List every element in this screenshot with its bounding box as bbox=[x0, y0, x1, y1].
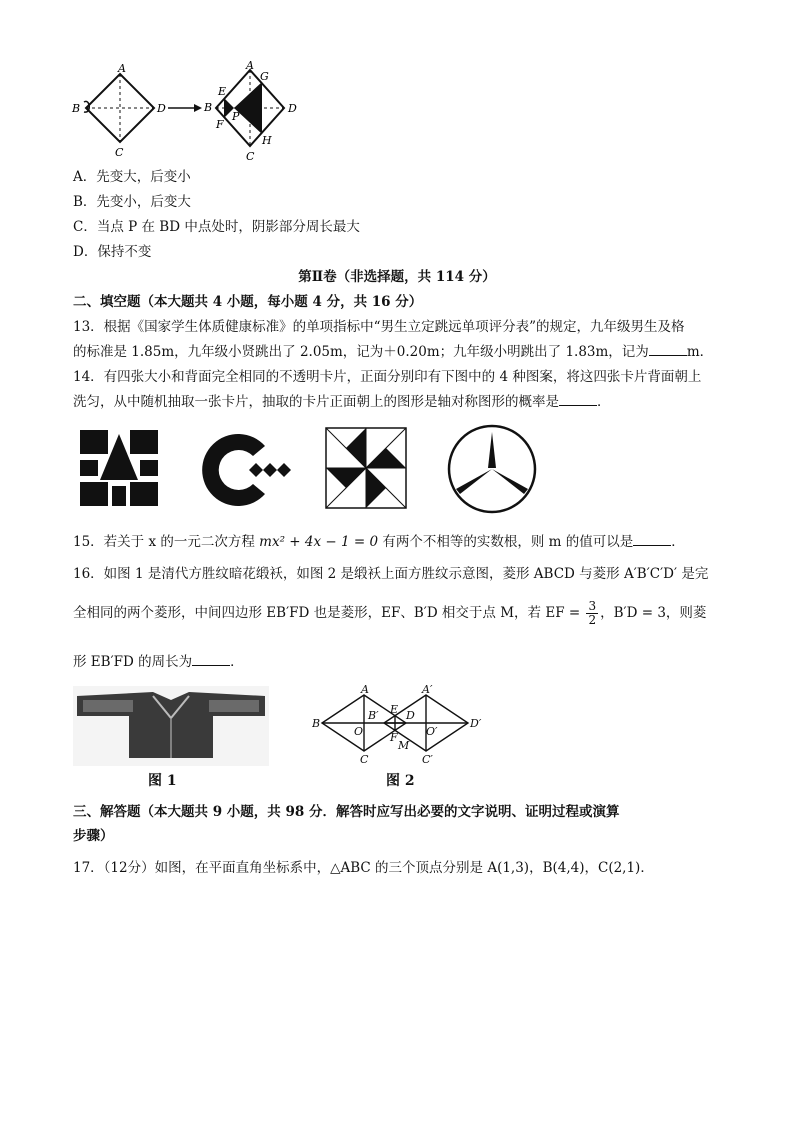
q17-line: 17．（12分）如图，在平面直角坐标系中，△ABC 的三个顶点分别是 A(1,3)，B(4,4)，C(2,1)． bbox=[73, 860, 654, 876]
q14-line2 bbox=[73, 393, 611, 411]
fraction-denominator: 2 bbox=[588, 613, 597, 627]
q13-line1: 13．根据《国家学生体质健康标准》的单项指标中“男生立定跳远单项评分表”的规定，九年级男生及格 bbox=[73, 319, 685, 335]
fig2-label-b2: B′ bbox=[368, 709, 379, 722]
fig2-label-e: E bbox=[390, 703, 399, 716]
section2-heading: 二、填空题（本大题共 4 小题，每小题 4 分，共 16 分） bbox=[73, 294, 423, 310]
fraction-numerator: 3 bbox=[588, 599, 597, 613]
fig2-label-b: B bbox=[312, 717, 321, 730]
section3-heading-line2: 步骤） bbox=[73, 828, 114, 844]
q16-text: 形 EB′FD 的周长为 bbox=[73, 654, 193, 670]
q13-line2 bbox=[73, 343, 713, 361]
answer-blank bbox=[192, 653, 230, 666]
right-label-h: H bbox=[262, 134, 272, 147]
right-rhombus bbox=[216, 70, 284, 146]
right-label-c: C bbox=[246, 150, 255, 163]
fig2-label-a2: A′ bbox=[422, 683, 433, 696]
fig2-label-c: C bbox=[360, 753, 369, 766]
pattern-2-c-shape bbox=[193, 424, 293, 516]
left-rhombus bbox=[86, 74, 154, 142]
left-label-a: A bbox=[118, 62, 126, 75]
q15-equation: mx² + 4x − 1 = 0 bbox=[259, 534, 379, 550]
pattern-3-pinwheel bbox=[322, 424, 410, 512]
arrow-right-icon bbox=[168, 104, 202, 112]
section3-heading-line1: 三、解答题（本大题共 9 小题，共 98 分．解答时应写出必要的文字说明、证明过程或演算 bbox=[73, 804, 620, 820]
pattern-4-three-point-star bbox=[444, 422, 540, 516]
fig2-label-d: D bbox=[406, 709, 415, 722]
q12-option-b: B．先变小，后变大 bbox=[73, 194, 191, 210]
right-label-p: P bbox=[232, 110, 240, 123]
fig2-label-a: A bbox=[361, 683, 369, 696]
q16-end: ． bbox=[230, 654, 244, 670]
q16-line3 bbox=[73, 653, 244, 671]
right-label-g: G bbox=[260, 70, 269, 83]
figure1-jacket-image bbox=[73, 686, 269, 766]
q15-text-mid: 有两个不相等的实数根，则 m 的值可以是 bbox=[378, 534, 634, 550]
q13-unit: m． bbox=[686, 344, 714, 360]
fig2-label-d2: D′ bbox=[470, 717, 482, 730]
q16-text-post: ，B′D = 3，则菱 bbox=[600, 605, 707, 621]
right-label-a: A bbox=[246, 60, 254, 72]
figure1-caption: 图 1 bbox=[148, 773, 177, 789]
q15-end: ． bbox=[671, 534, 685, 550]
part2-title: 第Ⅱ卷（非选择题，共 114 分） bbox=[298, 269, 496, 285]
q15-text: 15．若关于 x 的一元二次方程 bbox=[73, 534, 260, 550]
figure2-caption: 图 2 bbox=[386, 773, 415, 789]
left-label-c: C bbox=[115, 146, 124, 159]
q12-option-c: C．当点 P 在 BD 中点处时，阴影部分周长最大 bbox=[73, 219, 360, 235]
right-label-b: B bbox=[204, 101, 213, 114]
q16-line1: 16．如图 1 是清代方胜纹暗花缎袄，如图 2 是缎袄上面方胜纹示意图，菱形 ABCD 与菱形 A′B′C′D′ 是完 bbox=[73, 566, 709, 582]
q12-figure bbox=[68, 60, 308, 164]
fraction bbox=[586, 600, 598, 627]
fig2-label-m: M bbox=[398, 739, 410, 752]
fig2-label-o: O bbox=[354, 725, 364, 738]
left-label-b: B bbox=[72, 102, 81, 115]
pattern-1-blocks bbox=[74, 424, 166, 512]
answer-blank bbox=[559, 393, 597, 406]
q14-text: 洗匀，从中随机抽取一张卡片，抽取的卡片正面朝上的图形是轴对称图形的概率是 bbox=[73, 394, 559, 410]
q14-end: ． bbox=[597, 394, 611, 410]
figure2-rhombus-diagram bbox=[312, 683, 488, 767]
answer-blank bbox=[649, 343, 687, 356]
q15-line bbox=[73, 533, 685, 551]
q12-option-a: A．先变大，后变小 bbox=[73, 169, 191, 185]
q16-line2 bbox=[73, 600, 706, 627]
fig2-label-c2: C′ bbox=[422, 753, 433, 766]
right-label-d: D bbox=[288, 102, 297, 115]
right-label-e: E bbox=[218, 85, 227, 98]
right-label-f: F bbox=[216, 118, 224, 131]
q14-line1: 14．有四张大小和背面完全相同的不透明卡片，正面分别印有下图中的 4 种图案，将这四张卡片背面朝上 bbox=[73, 369, 702, 385]
fig2-label-o2: O′ bbox=[426, 725, 438, 738]
q13-text: 的标准是 1.85m，九年级小贤跳出了 2.05m，记为＋0.20m；九年级小明跳出了 1.83m，记为 bbox=[73, 344, 649, 360]
q16-text: 全相同的两个菱形，中间四边形 EB′FD 也是菱形，EF、B′D 相交于点 M，若 EF = bbox=[73, 605, 585, 621]
q12-option-d: D．保持不变 bbox=[73, 244, 152, 260]
left-label-d: D bbox=[157, 102, 166, 115]
fig2-label-f: F bbox=[390, 731, 398, 744]
answer-blank bbox=[633, 533, 671, 546]
